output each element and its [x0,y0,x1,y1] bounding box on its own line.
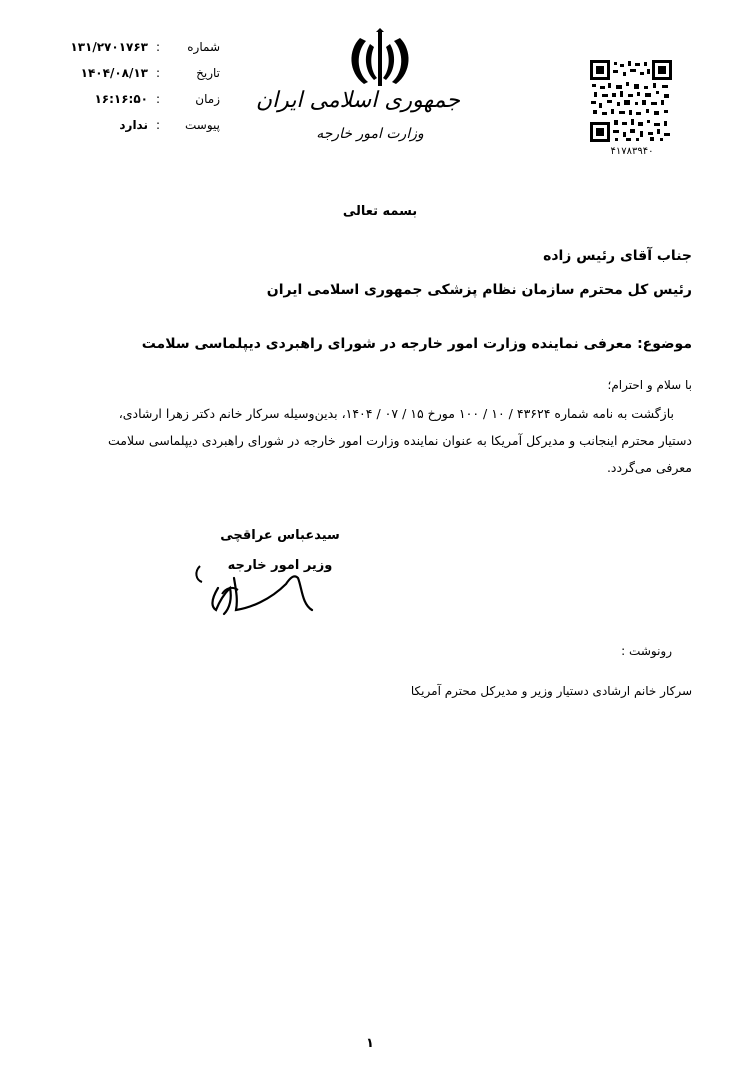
body-line: بازگشت به نامه شماره ۴۳۶۲۴ / ۱۰ / ۱۰۰ مورخ ۱۵ / ۰۷ / ۱۴۰۴، بدین‌وسیله سرکار خانم دکتر زهرا ارشادی، [118,406,674,421]
emblem-icon [340,28,420,90]
subject: موضوع: معرفی نماینده وزارت امور خارجه در شورای راهبردی دیپلماسی سلامت [141,336,692,352]
body-line: دستیار محترم اینجانب و مدیرکل آمریکا به عنوان نماینده وزارت امور خارجه در شورای راهبردی دیپلماسی سلامت [107,433,692,448]
qr-number: ۴۱۷۸۳۹۴۰ [610,146,654,157]
meta-value: ۱۶:۱۶:۵۰ [94,92,148,106]
cc-recipient: سرکار خانم ارشادی دستیار وزیر و مدیرکل محترم آمریکا [410,684,692,698]
ministry-name: وزارت امور خارجه [316,126,424,142]
meta-time [40,86,220,112]
meta-colon: : [155,92,160,106]
cc-label: رونوشت : [621,644,672,658]
meta-value: ۱۳۱/۲۷۰۱۷۶۳ [70,40,148,54]
meta-colon: : [155,40,160,54]
letter-metadata [40,34,220,138]
meta-value: ۱۴۰۴/۰۸/۱۳ [80,66,148,80]
meta-value: ندارد [119,118,148,132]
meta-label: تاریخ [196,66,220,80]
page-number: ۱ [366,1036,374,1051]
signer-name: سیدعباس عراقچی [220,528,340,543]
invocation: بسمه تعالی [342,204,418,219]
meta-label: شماره [187,40,220,54]
meta-colon: : [155,66,160,80]
meta-date [40,60,220,86]
qr-code-icon [590,60,672,142]
signer-title: وزیر امور خارجه [227,558,333,573]
meta-number [40,34,220,60]
meta-attachment [40,112,220,138]
meta-colon: : [155,118,160,132]
recipient-name: جناب آقای رئیس زاده [543,248,692,264]
letter-body [40,400,692,481]
greeting: با سلام و احترام؛ [607,378,692,392]
recipient-title: رئیس کل محترم سازمان نظام پزشکی جمهوری اسلامی ایران [266,282,692,298]
signature-icon [190,548,340,628]
meta-label: زمان [195,92,220,106]
body-line: معرفی می‌گردد. [606,460,692,475]
meta-label: پیوست [185,118,220,132]
emblem-title: جمهوری اسلامی ایران [255,88,460,113]
